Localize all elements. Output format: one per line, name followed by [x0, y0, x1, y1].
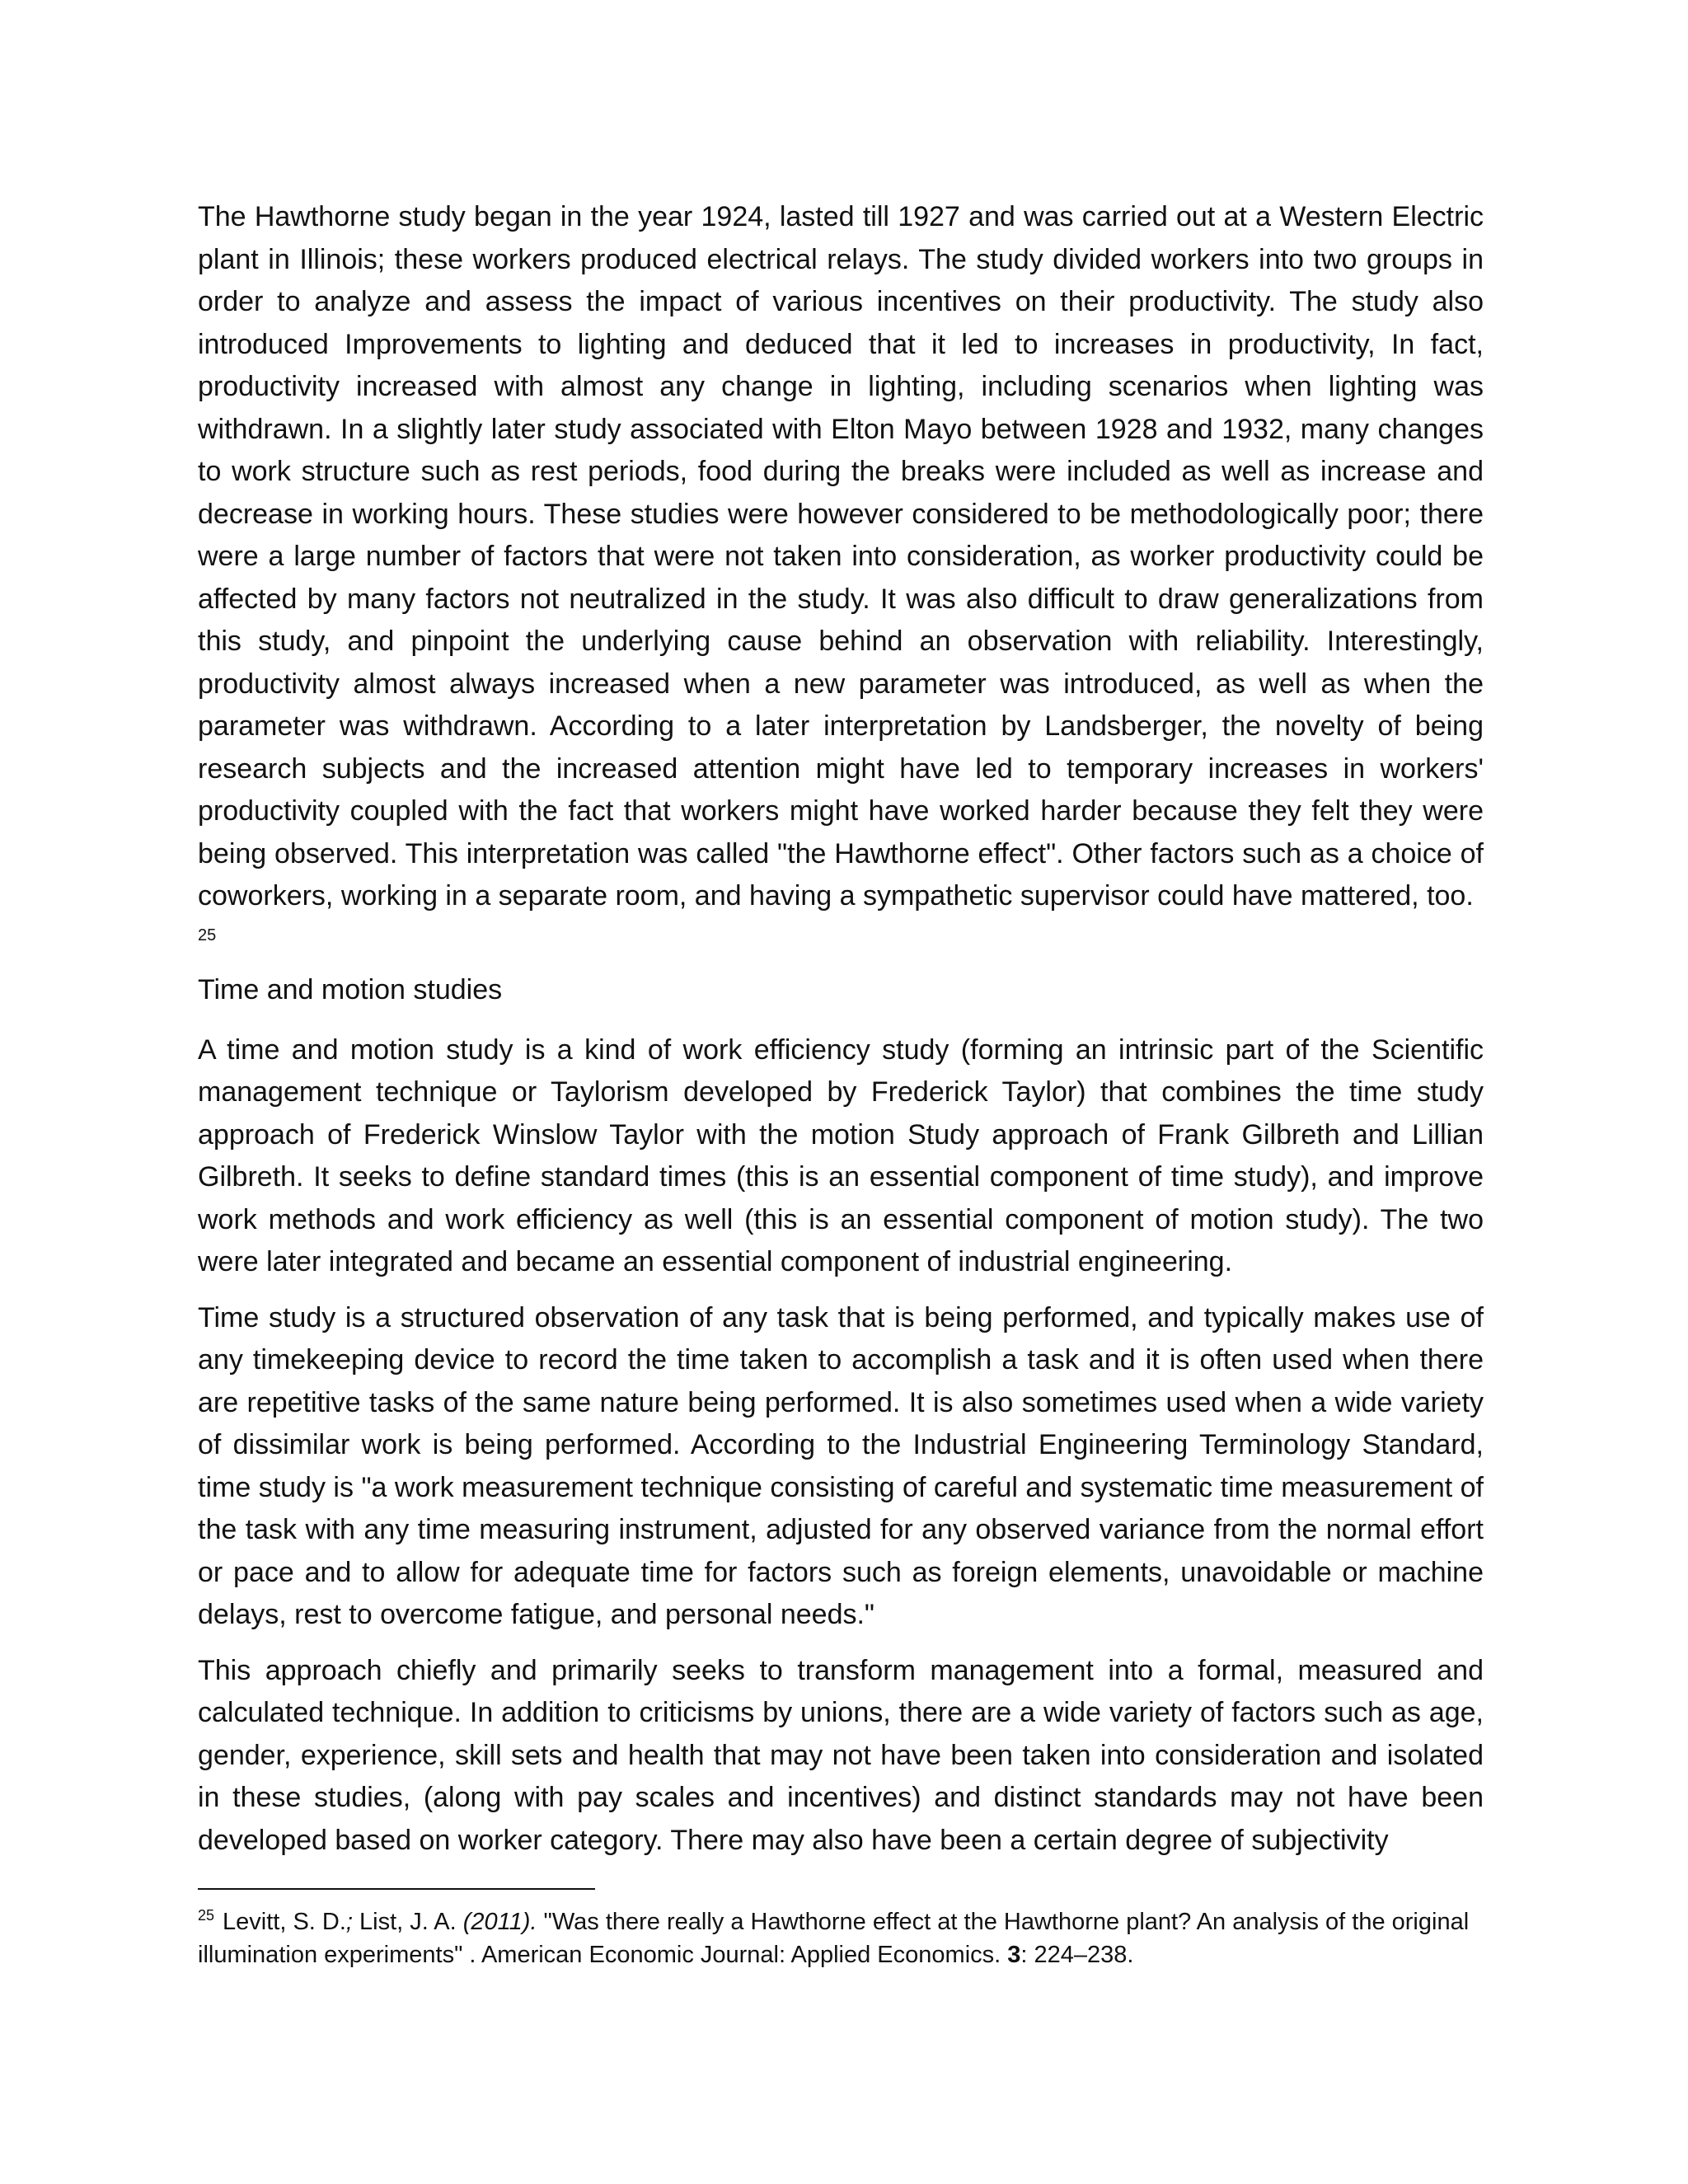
footnote-separator: [198, 1888, 595, 1890]
footnote-separator-char: ;: [345, 1909, 353, 1935]
paragraph-time-study: Time study is a structured observation of any task that is being performed, and typically makes use of any timekeeping device to record the time taken to accomplish a task and it is often used when there are repetitive tasks of the same nature being performed. It is also sometimes used when a wide variety of dissimilar work is being performed. According to the Industrial Engineering Terminology Standard, time study is "a work measurement technique consisting of careful and systematic time measurement of the task with any time measuring instrument, adjusted for any observed variance from the normal effort or pace and to allow for adequate time for factors such as foreign elements, unavoidable or machine delays, rest to overcome fatigue, and personal needs.": [198, 1301, 1484, 1630]
footnote-mark: 25: [198, 1907, 215, 1924]
footnote-author-a: Levitt, S. D.: [223, 1909, 346, 1935]
footnote-author-b: List, J. A.: [352, 1909, 463, 1935]
footnote-pages: : 224–238.: [1020, 1942, 1134, 1968]
footnote-25: [198, 1905, 1484, 1971]
footnote-title: "Was there really a Hawthorne effect at the Hawthorne plant? An analysis of the original illumination experiments" . American Economic Journal: Applied Economics.: [198, 1909, 1470, 1968]
document-body: [198, 196, 1484, 1862]
section-heading-time-and-motion: Time and motion studies: [198, 973, 503, 1005]
footnote-year: (2011).: [462, 1909, 537, 1935]
paragraph-approach-criticism: This approach chiefly and primarily seeks to transform management into a formal, measured and calculated technique. In addition to criticisms by unions, there are a wide variety of factors such as age, gender, experience, skill sets and health that may not have been taken into consideration and isolated in these studies, (along with pay scales and incentives) and distinct standards may not have been developed based on worker category. There may also have been a certain degree of subjectivity: [198, 1654, 1484, 1856]
paragraph-time-motion-definition: A time and motion study is a kind of work efficiency study (forming an intrinsic part of the Scientific management technique or Taylorism developed by Frederick Taylor) that combines the time study approach of Frederick Winslow Taylor with the motion Study approach of Frank Gilbreth and Lillian Gilbreth. It seeks to define standard times (this is an essential component of time study), and improve work methods and work efficiency as well (this is an essential component of motion study). The two were later integrated and became an essential component of industrial engineering.: [198, 1033, 1484, 1277]
footnote-reference-25: 25: [198, 926, 217, 944]
paragraph-hawthorne-study: The Hawthorne study began in the year 1924, lasted till 1927 and was carried out at a Western Electric plant in Illinois; these workers produced electrical relays. The study divided workers into two groups in order to analyze and assess the impact of various incentives on their productivity. The study also introduced Improvements to lighting and deduced that it led to increases in productivity, In fact, productivity increased with almost any change in lighting, including scenarios when lighting was withdrawn. In a slightly later study associated with Elton Mayo between 1928 and 1932, many changes to work structure such as rest periods, food during the breaks were included as well as increase and decrease in working hours. These studies were however considered to be methodologically poor; there were a large number of factors that were not taken into consideration, as worker productivity could be affected by many factors not neutralized in the study. It was also difficult to draw generalizations from this study, and pinpoint the underlying cause behind an observation with reliability. Interestingly, productivity almost always increased when a new parameter was introduced, as well as when the parameter was withdrawn. According to a later interpretation by Landsberger, the novelty of being research subjects and the increased attention might have led to temporary increases in workers' productivity coupled with the fact that workers might have worked harder because they felt they were being observed. This interpretation was called "the Hawthorne effect". Other factors such as a choice of coworkers, working in a separate room, and having a sympathetic supervisor could have mattered, too.: [198, 201, 1484, 912]
footnote-volume: 3: [1007, 1942, 1021, 1968]
